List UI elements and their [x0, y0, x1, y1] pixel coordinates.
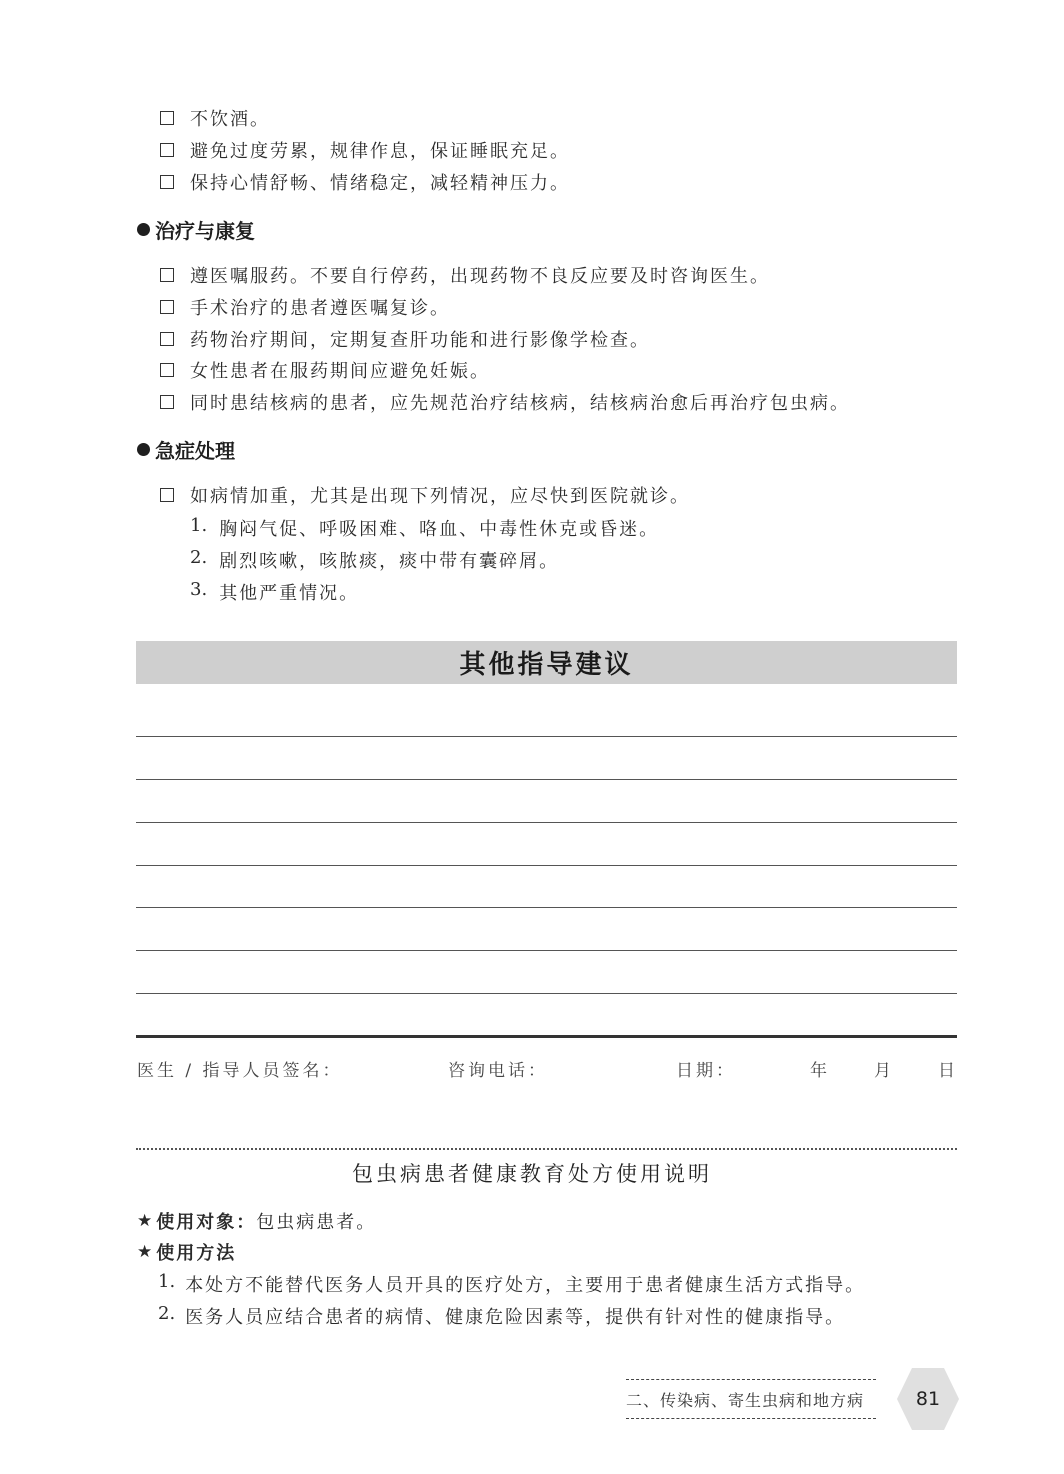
- checklist-item[interactable]: [160, 388, 850, 416]
- checkbox[interactable]: [160, 300, 174, 314]
- usage-method: [137, 1239, 236, 1265]
- checkbox[interactable]: [160, 111, 174, 125]
- checklist-item[interactable]: [160, 136, 570, 164]
- list-number: 1.: [190, 515, 208, 536]
- checkbox[interactable]: [160, 143, 174, 157]
- usage-target: [137, 1208, 376, 1234]
- checklist-item-text: 女性患者在服药期间应避免妊娠。: [190, 361, 490, 382]
- list-item: [190, 515, 659, 541]
- checklist-item-text: 药物治疗期间，定期复查肝功能和进行影像学检查。: [190, 330, 650, 351]
- usage-method-label: 使用方法: [156, 1243, 237, 1264]
- checkbox[interactable]: [160, 488, 174, 502]
- list-number: 2.: [158, 1303, 176, 1324]
- day-label: 日: [938, 1061, 958, 1081]
- checkbox[interactable]: [160, 332, 174, 346]
- list-number: 2.: [190, 547, 208, 568]
- writing-line[interactable]: [136, 950, 957, 951]
- checkbox[interactable]: [160, 363, 174, 377]
- writing-line[interactable]: [136, 865, 957, 866]
- list-item-text: 胸闷气促、呼吸困难、咯血、中毒性休克或昏迷。: [219, 519, 660, 540]
- month-label: 月: [874, 1061, 894, 1081]
- section-heading-emergency: [137, 435, 235, 464]
- writing-line[interactable]: [136, 736, 957, 737]
- list-item-text: 医务人员应结合患者的病情、健康危险因素等，提供有针对性的健康指导。: [185, 1307, 846, 1328]
- footer-section-title: 二、传染病、寄生虫病和地方病: [626, 1390, 865, 1410]
- checklist-item[interactable]: [160, 168, 570, 196]
- checklist-item[interactable]: [160, 325, 650, 353]
- star-icon: ★: [137, 1242, 155, 1262]
- date-label: 日期：: [676, 1061, 736, 1081]
- checkbox[interactable]: [160, 175, 174, 189]
- section-heading-text: 治疗与康复: [155, 219, 255, 243]
- checklist-item[interactable]: [160, 261, 770, 289]
- checklist-item-text: 不饮酒。: [190, 109, 270, 130]
- list-item: [190, 579, 359, 605]
- checklist-item-text: 同时患结核病的患者，应先规范治疗结核病，结核病治愈后再治疗包虫病。: [190, 393, 850, 414]
- doctor-signature-label: 医生 / 指导人员签名：: [137, 1061, 343, 1081]
- other-advice-banner: [136, 641, 957, 684]
- instructions-title: 包虫病患者健康教育处方使用说明: [352, 1162, 712, 1186]
- checkbox[interactable]: [160, 268, 174, 282]
- writing-line[interactable]: [136, 907, 957, 908]
- list-item-text: 剧烈咳嗽，咳脓痰，痰中带有囊碎屑。: [219, 551, 560, 572]
- phone-label: 咨询电话：: [448, 1061, 548, 1081]
- writing-line[interactable]: [136, 822, 957, 823]
- list-item-text: 本处方不能替代医务人员开具的医疗处方，主要用于患者健康生活方式指导。: [185, 1275, 866, 1296]
- bullet-icon: [137, 443, 150, 456]
- checklist-item[interactable]: [160, 481, 690, 509]
- list-item: [158, 1271, 865, 1297]
- banner-title: 其他指导建议: [459, 650, 634, 680]
- usage-target-value: 包虫病患者。: [256, 1212, 377, 1233]
- writing-line[interactable]: [136, 993, 957, 994]
- checklist-item-text: 遵医嘱服药。不要自行停药，出现药物不良反应要及时咨询医生。: [190, 266, 770, 287]
- checklist-item-text: 手术治疗的患者遵医嘱复诊。: [190, 298, 450, 319]
- footer-section: [626, 1379, 876, 1419]
- section-heading-treatment: [137, 215, 255, 244]
- checklist-item-text: 避免过度劳累，规律作息，保证睡眠充足。: [190, 141, 570, 162]
- checklist-item[interactable]: [160, 104, 270, 132]
- checklist-item-text: 保持心情舒畅、情绪稳定，减轻精神压力。: [190, 173, 570, 194]
- list-item: [158, 1303, 845, 1329]
- divider: [136, 1035, 957, 1038]
- list-number: 1.: [158, 1271, 176, 1292]
- usage-target-label: 使用对象：: [156, 1212, 257, 1233]
- cut-line: [136, 1148, 957, 1150]
- year-label: 年: [810, 1061, 830, 1081]
- list-item: [190, 547, 559, 573]
- writing-line[interactable]: [136, 779, 957, 780]
- list-number: 3.: [190, 579, 208, 600]
- checklist-item-text: 如病情加重，尤其是出现下列情况，应尽快到医院就诊。: [190, 486, 690, 507]
- checklist-item[interactable]: [160, 293, 450, 321]
- star-icon: ★: [137, 1211, 155, 1231]
- checklist-item[interactable]: [160, 356, 490, 384]
- bullet-icon: [137, 223, 150, 236]
- list-item-text: 其他严重情况。: [219, 583, 360, 604]
- checkbox[interactable]: [160, 395, 174, 409]
- page-number: 81: [915, 1388, 941, 1410]
- section-heading-text: 急症处理: [155, 439, 235, 463]
